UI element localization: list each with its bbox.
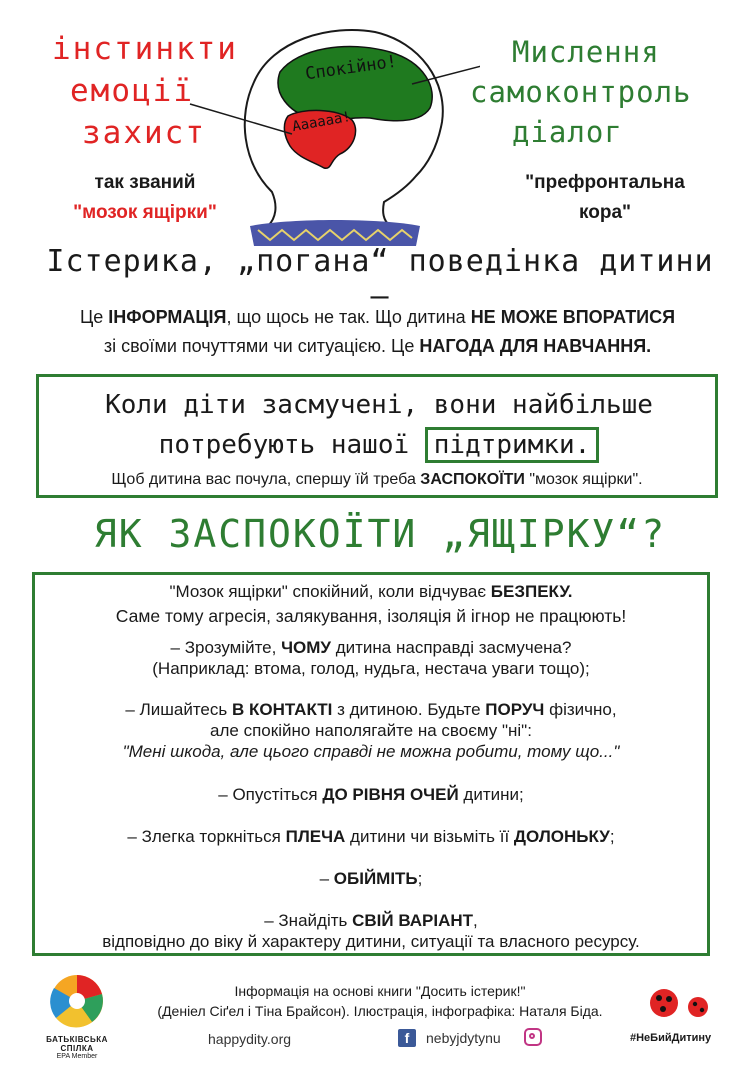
support-box <box>36 374 718 498</box>
support-note <box>39 471 715 489</box>
footer-source-line2: (Деніел Сіґел і Тіна Брайсон). Ілюстрація, інфографіка: Наталя Біда. <box>157 1003 603 1019</box>
tips-text: ; <box>609 827 615 846</box>
tips-bold: ЧОМУ <box>281 638 331 657</box>
footer-source <box>120 981 640 1021</box>
tips-bold: ОБІЙМІТЬ <box>333 869 418 888</box>
right-caption-line2: кора" <box>578 202 632 223</box>
support-line2-text: потребують нашої <box>158 430 410 460</box>
tips-text: з дитиною. Будьте <box>332 700 486 719</box>
tips-box <box>32 572 710 956</box>
org-sub: EPA Member <box>56 1053 98 1060</box>
tips-text: – <box>319 869 334 888</box>
intro-bold-cannot-cope: НЕ МОЖЕ ВПОРАТИСЯ <box>470 307 676 327</box>
social-handle-link[interactable]: nebyjdytynu <box>426 1030 501 1046</box>
tips-bold: СВІЙ ВАРІАНТ <box>352 911 474 930</box>
intro-text-part: , що щось не так. Що дитина <box>226 307 471 327</box>
tips-text: ; <box>417 869 423 888</box>
tips-bold: В КОНТАКТІ <box>231 700 333 719</box>
tip-own-way-line2: відповідно до віку й характеру дитини, ситуації та власного ресурсу. <box>102 932 640 951</box>
heading-how-to-calm-text: ЯК ЗАСПОКОЇТИ „ЯЩІРКУ“? <box>93 512 667 556</box>
hashtag: #НеБийДитину <box>630 1032 712 1044</box>
tips-bold: БЕЗПЕКУ. <box>490 582 573 601</box>
tip-own-way <box>35 910 707 931</box>
heading-tantrum: Істерика, „погана“ поведінка дитини – <box>46 244 714 314</box>
org-name: БАТЬКІВСЬКА СПІЛКА <box>46 1035 108 1053</box>
tips-bold: ПЛЕЧА <box>285 827 346 846</box>
left-caption-line1: так званий <box>94 172 196 193</box>
support-note-text: Щоб дитина вас почула, спершу їй треба <box>111 471 421 488</box>
intro-text-part: Це <box>79 307 109 327</box>
tips-safety <box>35 581 707 602</box>
label-protection: захист <box>82 115 206 151</box>
tips-text: – Злегка торкніться <box>127 827 286 846</box>
tips-text: фізично, <box>544 700 617 719</box>
intro-text <box>40 303 715 361</box>
left-caption-line2: "мозок ящірки" <box>73 202 217 223</box>
ladybug-icon <box>642 986 718 1020</box>
tip-touch <box>35 826 707 847</box>
tips-text: , <box>473 911 478 930</box>
tip-hug <box>35 868 707 889</box>
footer-source-line1: Інформація на основі книги "Досить істерик!" <box>234 983 526 999</box>
tip-eye-level <box>35 784 707 805</box>
support-quote <box>49 385 709 465</box>
support-highlight: підтримки. <box>425 427 600 463</box>
website-link[interactable]: happydity.org <box>208 1031 292 1047</box>
right-caption-line1: "префронтальна <box>525 172 685 193</box>
support-line1: Коли діти засмучені, вони найбільше <box>105 390 653 420</box>
brain-scream-text: Аааааа! <box>291 108 352 136</box>
instagram-icon[interactable] <box>524 1028 542 1046</box>
heading-how-to-calm <box>40 512 720 556</box>
tips-warning: Саме тому агресія, залякування, ізоляція й ігнор не працюють! <box>115 606 627 626</box>
tip-contact-line2: але спокійно наполягайте на своєму "ні": <box>210 721 532 740</box>
tips-text: дитина насправді засмучена? <box>331 638 572 657</box>
tips-text: дитини чи візьміть її <box>345 827 514 846</box>
label-self-control: самоконтроль <box>470 75 692 109</box>
tips-text: – Знайдіть <box>264 911 353 930</box>
support-note-text: "мозок ящірки". <box>524 471 643 488</box>
tip-understand-example: (Наприклад: втома, голод, нудьга, нестача уваги тощо); <box>152 659 590 678</box>
tips-text: – Лишайтесь <box>125 700 232 719</box>
label-instincts: інстинкти <box>52 31 238 67</box>
tip-understand <box>35 637 707 658</box>
intro-text-part: зі своїми почуттями чи ситуацією. Це <box>103 336 420 356</box>
left-caption <box>45 168 245 228</box>
intro-bold-information: ІНФОРМАЦІЯ <box>108 307 227 327</box>
brain-calm-text: Спокійно! <box>304 51 399 85</box>
tip-contact <box>35 699 707 720</box>
right-caption <box>500 168 710 228</box>
org-logo <box>30 972 124 1060</box>
tips-bold: ДОЛОНЬКУ <box>513 827 610 846</box>
right-labels <box>470 32 692 152</box>
support-line2 <box>49 425 709 465</box>
tips-text: дитини; <box>458 785 524 804</box>
org-logo-circle-icon <box>44 972 110 1030</box>
tips-text: – Опустіться <box>218 785 323 804</box>
intro-bold-learning-chance: НАГОДА ДЛЯ НАВЧАННЯ. <box>419 336 652 356</box>
support-note-bold: ЗАСПОКОЇТИ <box>420 471 525 488</box>
facebook-icon[interactable]: f <box>398 1029 416 1047</box>
tips-text: – Зрозумійте, <box>170 638 282 657</box>
tips-bold: ПОРУЧ <box>485 700 545 719</box>
label-emotions: емоції <box>70 73 194 109</box>
label-dialogue: діалог <box>512 115 623 149</box>
tips-text: "Мозок ящірки" спокійний, коли відчуває <box>169 582 491 601</box>
tip-contact-quote: "Мені шкода, але цього справді не можна робити, тому що..." <box>122 742 620 761</box>
tips-bold: ДО РІВНЯ ОЧЕЙ <box>322 785 459 804</box>
label-thinking: Мислення <box>512 35 660 69</box>
